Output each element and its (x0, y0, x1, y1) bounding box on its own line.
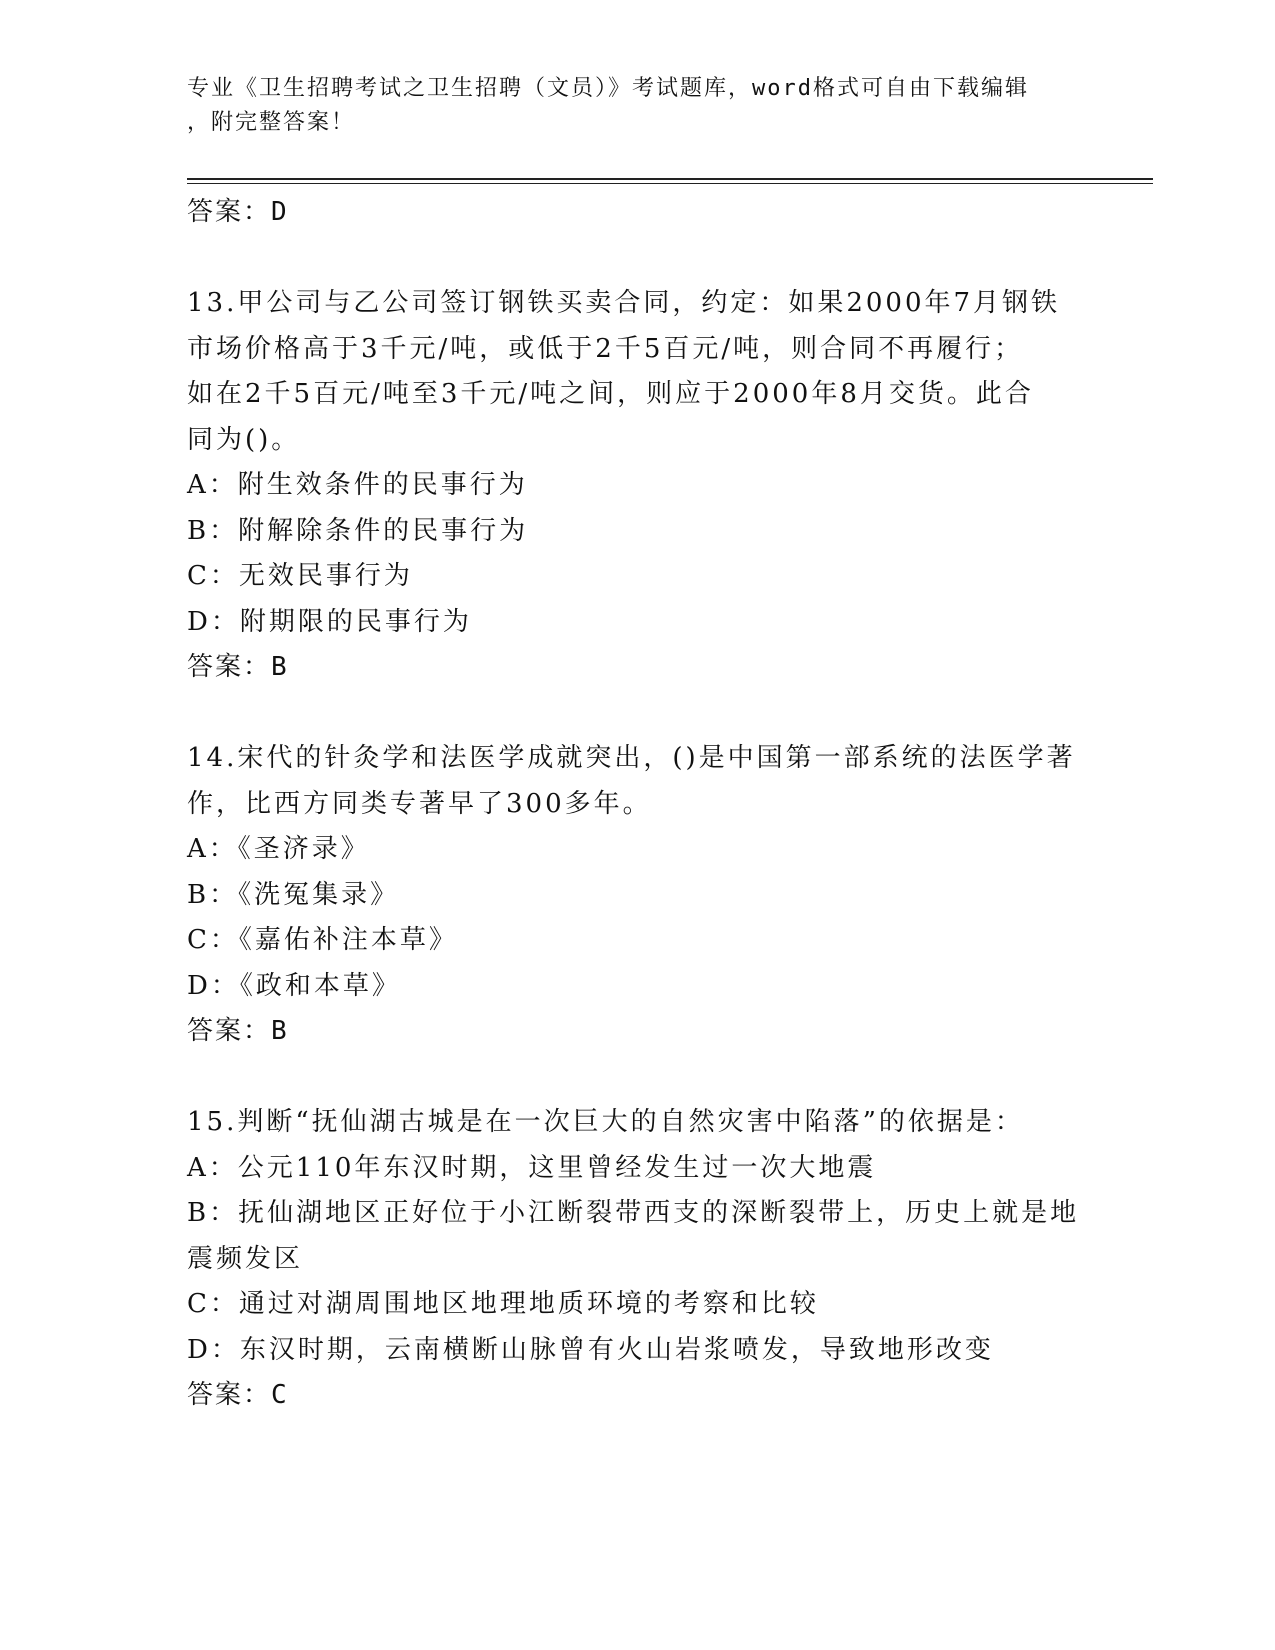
question-13 (187, 281, 1107, 691)
option-b: B：抚仙湖地区正好位于小江断裂带西支的深断裂带上，历史上就是地 (187, 1198, 1080, 1228)
option-d: D：《政和本草》 (187, 970, 401, 1001)
answer-line: 答案：D (187, 197, 289, 227)
header-line-2: ，附完整答案！ (187, 110, 356, 135)
spacer (187, 691, 1107, 737)
option-a: A：公元110年东汉时期，这里曾经发生过一次大地震 (187, 1152, 877, 1183)
option-c: C：通过对湖周围地区地理地质环境的考察和比较 (187, 1289, 819, 1319)
question-stem-line: 15.判断“抚仙湖古城是在一次巨大的自然灾害中陷落”的依据是： (187, 1107, 1024, 1137)
document-header (187, 72, 1087, 140)
answer-line: 答案：B (187, 652, 289, 682)
question-stem-line: 作，比西方同类专著早了300多年。 (187, 788, 652, 819)
question-stem-line: 如在2千5百元/吨至3千元/吨之间，则应于2000年8月交货。此合 (187, 379, 1034, 409)
option-b: B：附解除条件的民事行为 (187, 515, 529, 546)
option-c: C：无效民事行为 (187, 561, 413, 591)
question-stem-line: 14.宋代的针灸学和法医学成就突出，()是中国第一部系统的法医学著 (187, 743, 1076, 773)
header-rule-thin (187, 183, 1153, 184)
answer-line: 答案：B (187, 1016, 289, 1046)
option-a: A：附生效条件的民事行为 (187, 470, 528, 500)
option-d: D：东汉时期，云南横断山脉曾有火山岩浆喷发，导致地形改变 (187, 1334, 994, 1365)
answer-line: 答案：C (187, 1380, 289, 1410)
question-stem-line: 市场价格高于3千元/吨，或低于2千5百元/吨，则合同不再履行； (187, 333, 1024, 364)
option-a: A：《圣济录》 (187, 834, 370, 864)
header-rule-thick (187, 178, 1153, 180)
option-b-continued: 震频发区 (187, 1243, 304, 1274)
question-stem-line: 13.甲公司与乙公司签订钢铁买卖合同，约定：如果2000年7月钢铁 (187, 288, 1061, 318)
header-line-1: 专业《卫生招聘考试之卫生招聘（文员）》考试题库，word格式可自由下载编辑 (187, 76, 1029, 101)
option-c: C：《嘉佑补注本草》 (187, 925, 458, 955)
spacer (187, 1055, 1107, 1101)
option-b: B：《洗冤集录》 (187, 879, 400, 910)
option-d: D：附期限的民事行为 (187, 606, 472, 637)
question-stem-line: 同为()。 (187, 424, 301, 455)
question-15 (187, 1100, 1107, 1419)
question-14 (187, 736, 1107, 1055)
document-body (187, 190, 1107, 1419)
